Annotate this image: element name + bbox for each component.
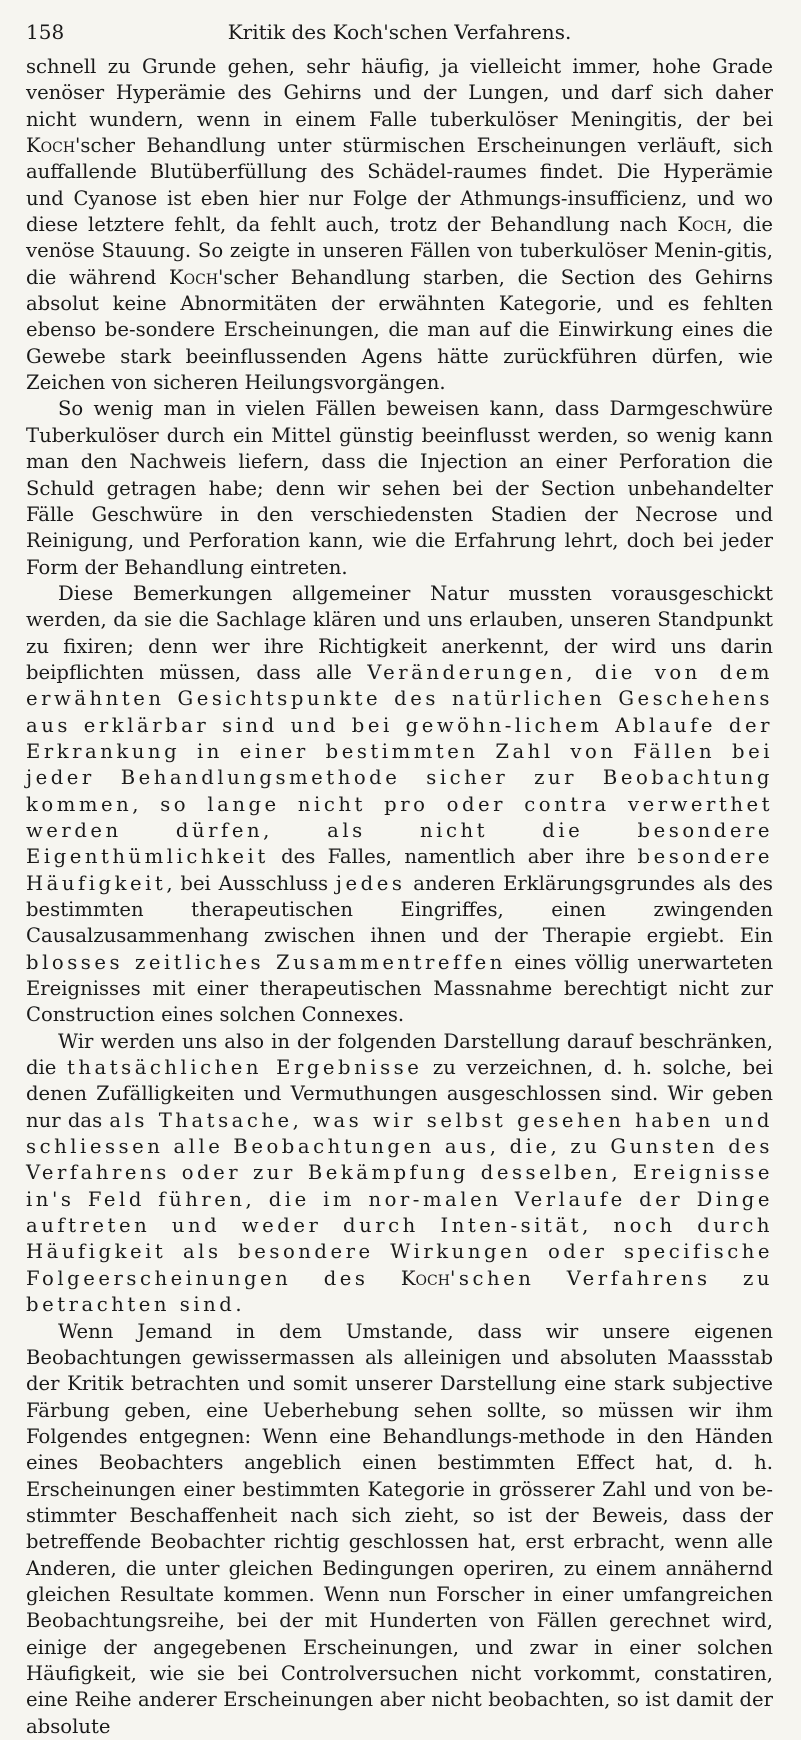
page-number: 158 — [26, 20, 64, 44]
text-segment: schnell zu Grunde gehen, sehr häufig, ja vielleicht immer, hohe Grade venöser Hyperämie des Gehirns und der Lungen, und darf sich daher nicht wundern, wenn in einem Falle tuberkulöser Meningitis, der bei — [26, 55, 773, 131]
text-segment: eines völlig unerwarteten Ereignisses mit einer therapeutischen Massnahme berechtigt nicht zur Construction eines solchen Connexes. — [26, 951, 773, 1027]
spaced-emphasis-text: Veränderungen, die von dem erwähnten Gesichtspunkte des natürlichen Geschehens aus erklärbar sind und bei gewöhn-lichem Ablaufe der Erkrankung in einer bestimmten Zahl von Fällen bei jeder Behandlungsmethode sicher zur Beobachtung kommen, so lange nicht pro oder contra verwerthet werden dürfen, als nicht die besondere Eigenthümlichkeit — [26, 661, 773, 868]
text-segment: 'scher Behandlung unter stürmischen Erscheinungen verläuft, sich auffallende Blutüberfüllung des Schädel-raumes findet. Die Hyperämie und Cyanose ist eben hier nur Folge der Athmungs-insufficienz, und wo diese letztere fehlt, da fehlt auch, trotz der Behandlung nach — [26, 134, 773, 236]
text-segment: Diese Bemerkungen allgemeiner Natur mussten vorausgeschickt werden, da sie die Sachlage klären und uns erlauben, unseren Standpunkt zu fixiren; denn wer ihre Richtigkeit anerkennt, der wird uns darin beipflichten müssen, dass alle — [26, 582, 773, 684]
paragraph — [26, 581, 773, 1029]
running-title: Kritik des Koch'schen Verfahrens. — [26, 20, 773, 44]
text-segment: zu verzeichnen, d. h. solche, bei denen Zufälligkeiten und Vermuthungen ausgeschlossen sind. Wir geben nur das — [26, 1056, 773, 1132]
page-header — [26, 14, 773, 48]
spaced-emphasis-text: 'schen Verfahrens zu betrachten sind. — [26, 1267, 773, 1316]
text-segment: anderen Erklärungsgrundes als des bestimmten therapeutischen Eingriffes, einen zwingenden Causalzusammenhang zwischen ihnen und der Therapie ergiebt. Ein — [26, 872, 773, 948]
smallcaps-name: Koch — [677, 213, 726, 236]
text-segment: , die venöse Stauung. So zeigte in unseren Fällen von tuberkulöser Menin-gitis, die während — [26, 213, 773, 289]
smallcaps-name: Koch — [26, 134, 75, 157]
text-segment: Wir werden uns also in der folgenden Darstellung darauf beschränken, die — [26, 1030, 773, 1079]
text-segment: des Falles, namentlich aber ihre — [269, 845, 638, 868]
text-segment: 'scher Behandlung starben, die Section des Gehirns absolut keine Abnormitäten der erwähnten Kategorie, und es fehlten ebenso be-sondere Erscheinungen, die man auf die Einwirkung eines die Gewebe stark beeinflussenden Agens hätte zurückführen dürfen, wie Zeichen von sicheren Heilungsvorgängen. — [26, 266, 773, 394]
spaced-emphasis-text: als Thatsache, was wir selbst gesehen haben und schliessen alle Beobachtungen aus, die, zu Gunsten des Verfahrens oder zur Bekämpfung desselben, Ereignisse in's Feld führen, die im nor-malen Verlaufe der Dinge auftreten und weder durch Inten-sität, noch durch Häufigkeit als besondere Wirkungen oder specifische Folgeerscheinungen des — [26, 1109, 773, 1290]
paragraph — [26, 1029, 773, 1319]
text-segment: , bei Ausschluss — [166, 872, 336, 895]
spaced-emphasis-text: jedes — [336, 872, 406, 895]
smallcaps-name: Koch — [401, 1267, 450, 1290]
spaced-emphasis-text: besondere Häufigkeit — [26, 845, 773, 894]
body-text — [26, 54, 773, 1740]
smallcaps-name: Koch — [169, 266, 218, 289]
paragraph — [26, 54, 773, 396]
spaced-emphasis-text: blosses zeitliches Zusammentreffen — [26, 951, 506, 974]
text-segment: So wenig man in vielen Fällen beweisen kann, dass Darmgeschwüre Tuberkulöser durch ein Mittel günstig beeinflusst werden, so wenig kann man den Nachweis liefern, dass die Injection an einer Perforation die Schuld getragen habe; denn wir sehen bei der Section unbehandelter Fälle Geschwüre in den verschiedensten Stadien der Necrose und Reinigung, und Perforation kann, wie die Erfahrung lehrt, doch bei jeder Form der Behandlung eintreten. — [26, 397, 773, 578]
paragraph — [26, 396, 773, 580]
text-segment: Wenn Jemand in dem Umstande, dass wir unsere eigenen Beobachtungen gewissermassen als alleinigen und absoluten Maassstab der Kritik betrachten und somit unserer Darstellung eine stark subjective Färbung geben, eine Ueberhebung sehen sollte, so müssen wir ihm Folgendes entgegnen: Wenn eine Behandlungs-methode in den Händen eines Beobachters angeblich einen bestimmten Effect hat, d. h. Erscheinungen einer bestimmten Kategorie in grösserer Zahl und von be-stimmter Beschaffenheit nach sich zieht, so ist der Beweis, dass der betreffende Beobachter richtig geschlossen hat, erst erbracht, wenn alle Anderen, die unter gleichen Bedingungen operiren, zu einem annähernd gleichen Resultate kommen. Wenn nun Forscher in einer umfangreichen Beobachtungsreihe, bei der mit Hunderten von Fällen gerechnet wird, einige der angegebenen Erscheinungen, und zwar in einer solchen Häufigkeit, wie sie bei Controlversuchen nicht vorkommt, constatiren, eine Reihe anderer Erscheinungen aber nicht beobachten, so ist damit der absolute — [26, 1320, 773, 1738]
spaced-emphasis-text: thatsächlichen Ergebnisse — [67, 1056, 422, 1079]
paragraph — [26, 1319, 773, 1740]
